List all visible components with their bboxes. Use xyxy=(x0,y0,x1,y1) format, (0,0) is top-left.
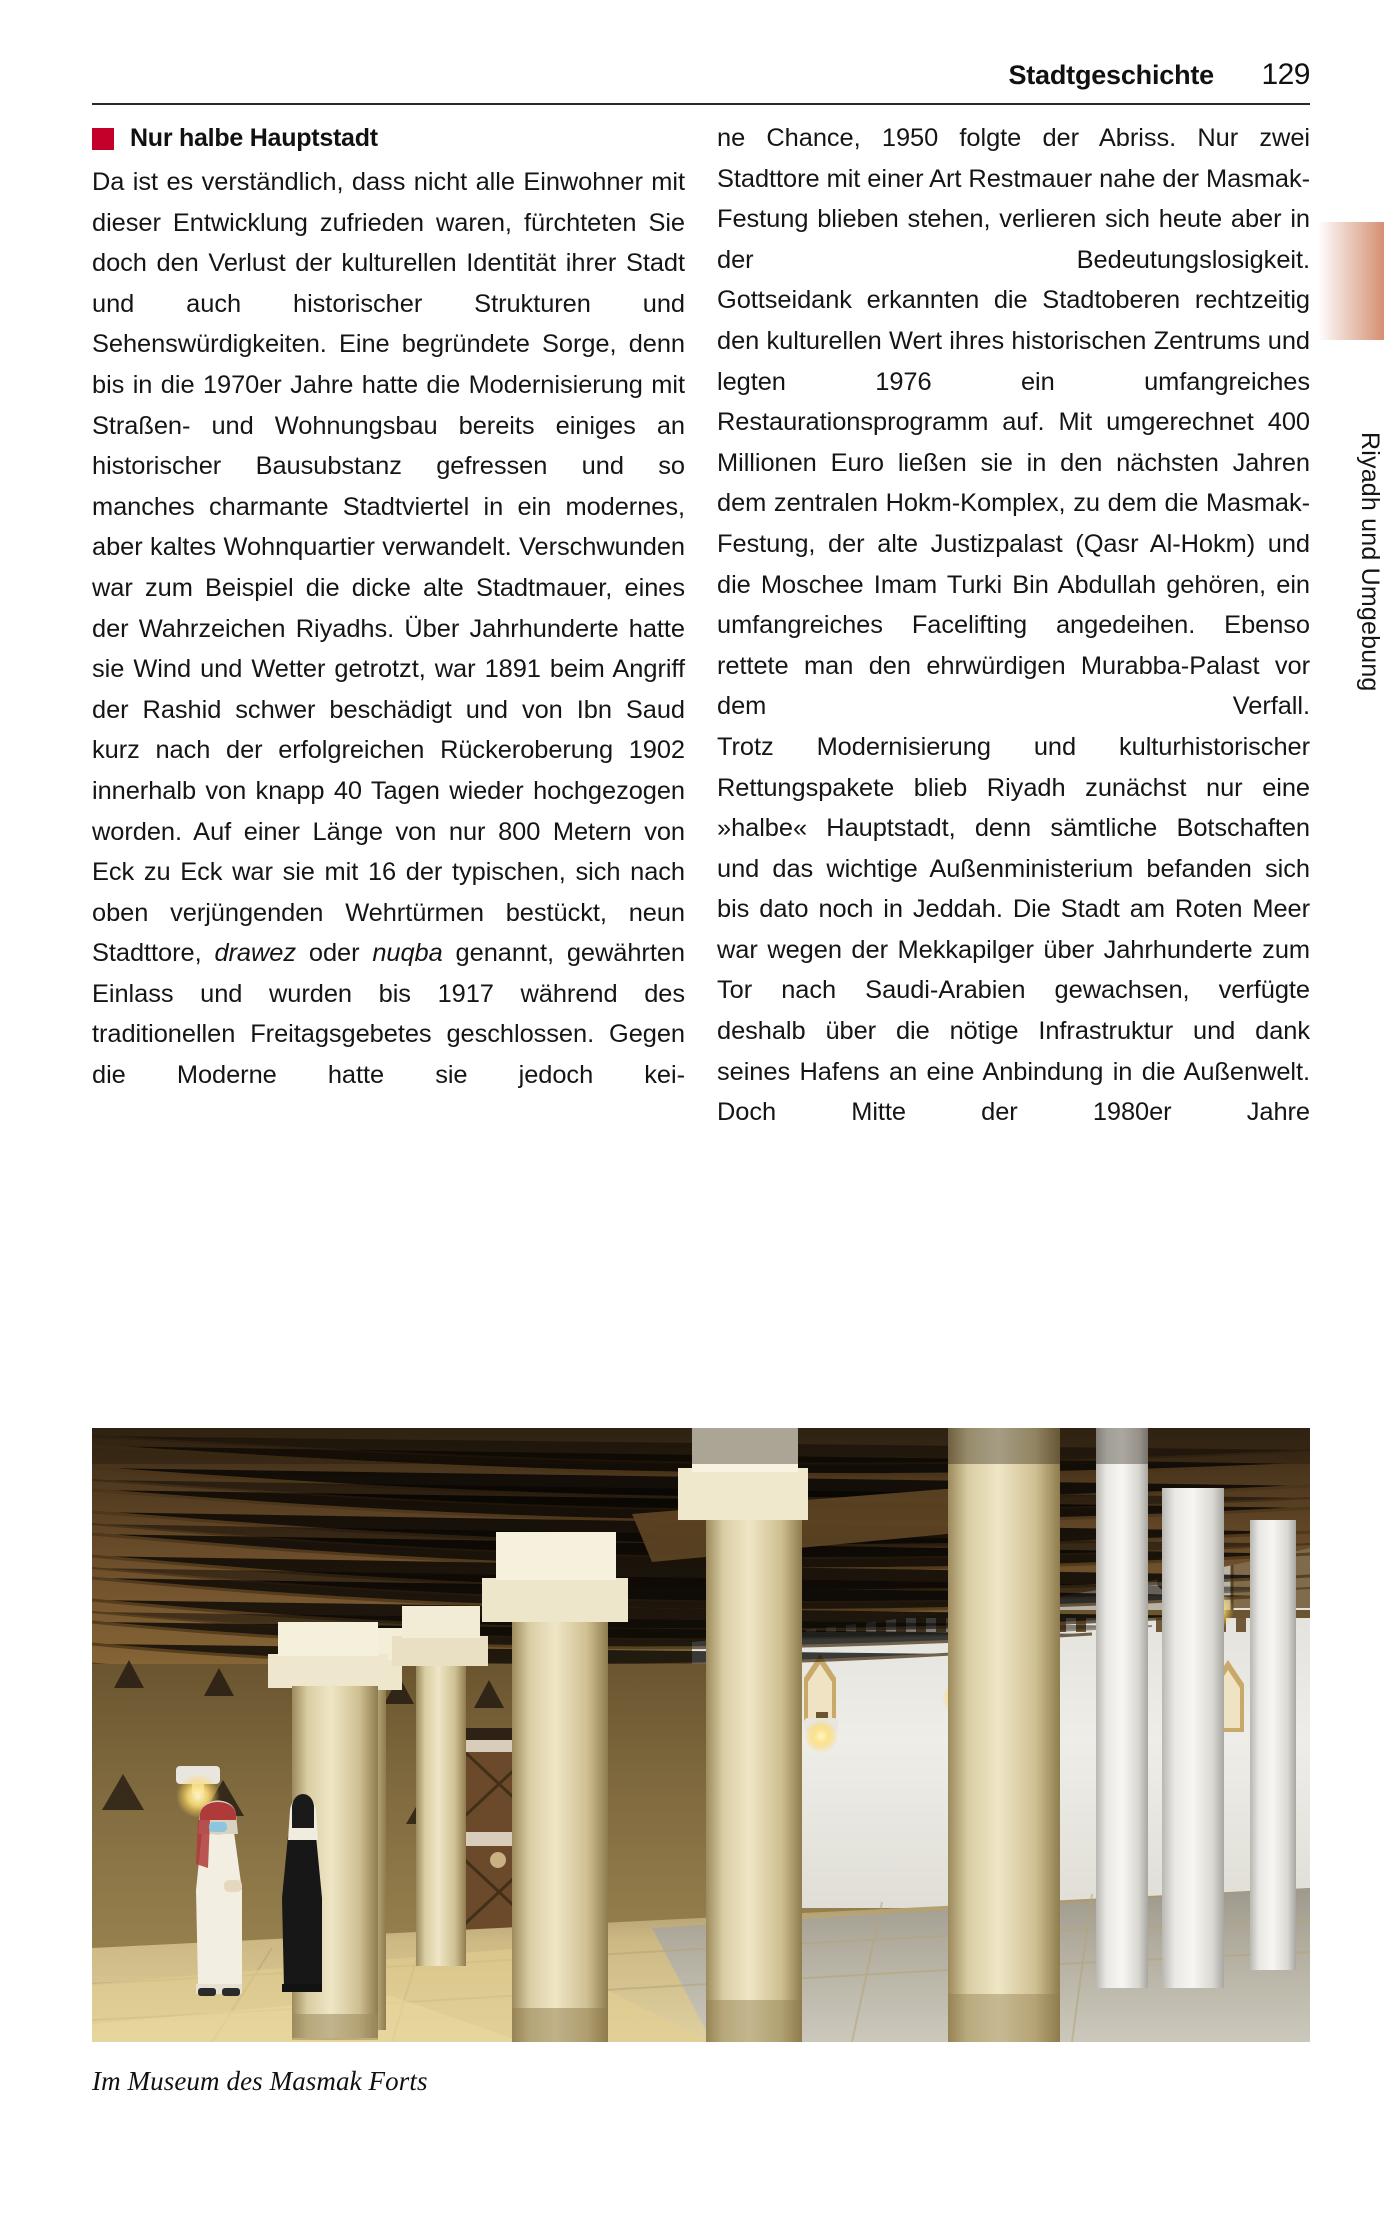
paragraph-left-1 xyxy=(92,162,685,1096)
figure-caption: Im Museum des Masmak Forts xyxy=(92,2066,428,2096)
chapter-thumb-label: Riyadh und Umgebung xyxy=(1356,432,1384,692)
italic-term-nuqba: nuqba xyxy=(372,939,443,968)
paragraph-right-3: Trotz Modernisierung und kulturhistorischer Rettungspakete blieb Riyadh zunächst nur eine »halbe« Hauptstadt, denn sämtliche Botschaften und das wichtige Außenministerium befanden sich bis dato noch in Jeddah. Die Stadt am Roten Meer war wegen der Mekkapilger über Jahrhunderte zum Tor nach Saudi-Arabien gewachsen, verfügte deshalb über die nötige Infrastruktur und dank seines Hafens an eine Anbindung in die Außenwelt. Doch Mitte der 1980er Jahre xyxy=(717,732,1310,1127)
paragraph-text-b: oder xyxy=(296,939,373,968)
paragraph-right-2: Gottseidank erkannten die Stadtoberen rechtzeitig den kulturellen Wert ihres historischen Zentrums und legten 1976 ein umfangreiches Restaurationsprogramm auf. Mit umgerechnet 400 Millionen Euro ließen sie in den nächsten Jahren dem zentralen Hokm-Komplex, zu dem die Masmak-Festung, der alte Justizpalast (Qasr Al-Hokm) und die Moschee Imam Turki Bin Abdullah gehören, ein umfangreiches Facelifting angedeihen. Ebenso rettete man den ehrwürdigen Murabba-Palast vor dem Verfall. xyxy=(717,286,1310,721)
page-number: 129 xyxy=(1261,58,1310,91)
running-head xyxy=(92,58,1310,104)
body-columns xyxy=(92,118,1310,1133)
section-heading-label: Nur halbe Hauptstadt xyxy=(130,123,378,152)
italic-term-drawez: drawez xyxy=(214,939,297,968)
paragraph-text-c: genannt, gewährten Einlass und wurden bis 1917 während des traditionellen Freitagsgebetes geschlossen. Gegen die Moderne hatte sie jedoch kei- xyxy=(92,939,685,1090)
column-right xyxy=(717,118,1310,1133)
section-heading xyxy=(92,118,685,158)
paragraph-text-a: Da ist es verständlich, dass nicht alle Einwohner mit dieser Entwicklung zufrieden waren, fürchteten Sie doch den Verlust der kulturellen Identität ihrer Stadt und auch historischer Strukturen und Sehenswürdigkeiten. Eine begründete Sorge, denn bis in die 1970er Jahre hatte die Modernisierung mit Straßen- und Wohnungsbau bereits einiges an historischer Bausubstanz gefressen und so manches charmante Stadtviertel in ein modernes, aber kaltes Wohnquartier verwandelt. Verschwunden war zum Beispiel die dicke alte Stadtmauer, eines der Wahrzeichen Riyadhs. Über Jahrhunderte hatte sie Wind und Wetter getrotzt, war 1891 beim Angriff der Rashid schwer beschädigt und von Ibn Saud kurz nach der erfolgreichen Rückeroberung 1902 innerhalb von knapp 40 Tagen wieder hochgezogen worden. Auf einer Länge von nur 800 Metern von Eck zu Eck war sie mit 16 der typischen, sich nach oben verjüngenden Wehrtürmen bestückt, neun Stadttore, xyxy=(92,168,685,968)
column-left xyxy=(92,118,685,1133)
figure-masmak-museum xyxy=(92,1428,1310,2042)
figure-image xyxy=(92,1428,1310,2042)
chapter-thumb-tab xyxy=(1318,222,1384,340)
running-head-title: Stadtgeschichte xyxy=(1008,60,1214,90)
paragraph-right-1: ne Chance, 1950 folgte der Abriss. Nur zwei Stadttore mit einer Art Restmauer nahe der Masmak-Festung blieben stehen, verlieren sich heute aber in der Bedeutungslosigkeit. xyxy=(717,124,1311,274)
running-head-rule xyxy=(92,103,1310,105)
square-bullet-icon xyxy=(92,128,114,150)
